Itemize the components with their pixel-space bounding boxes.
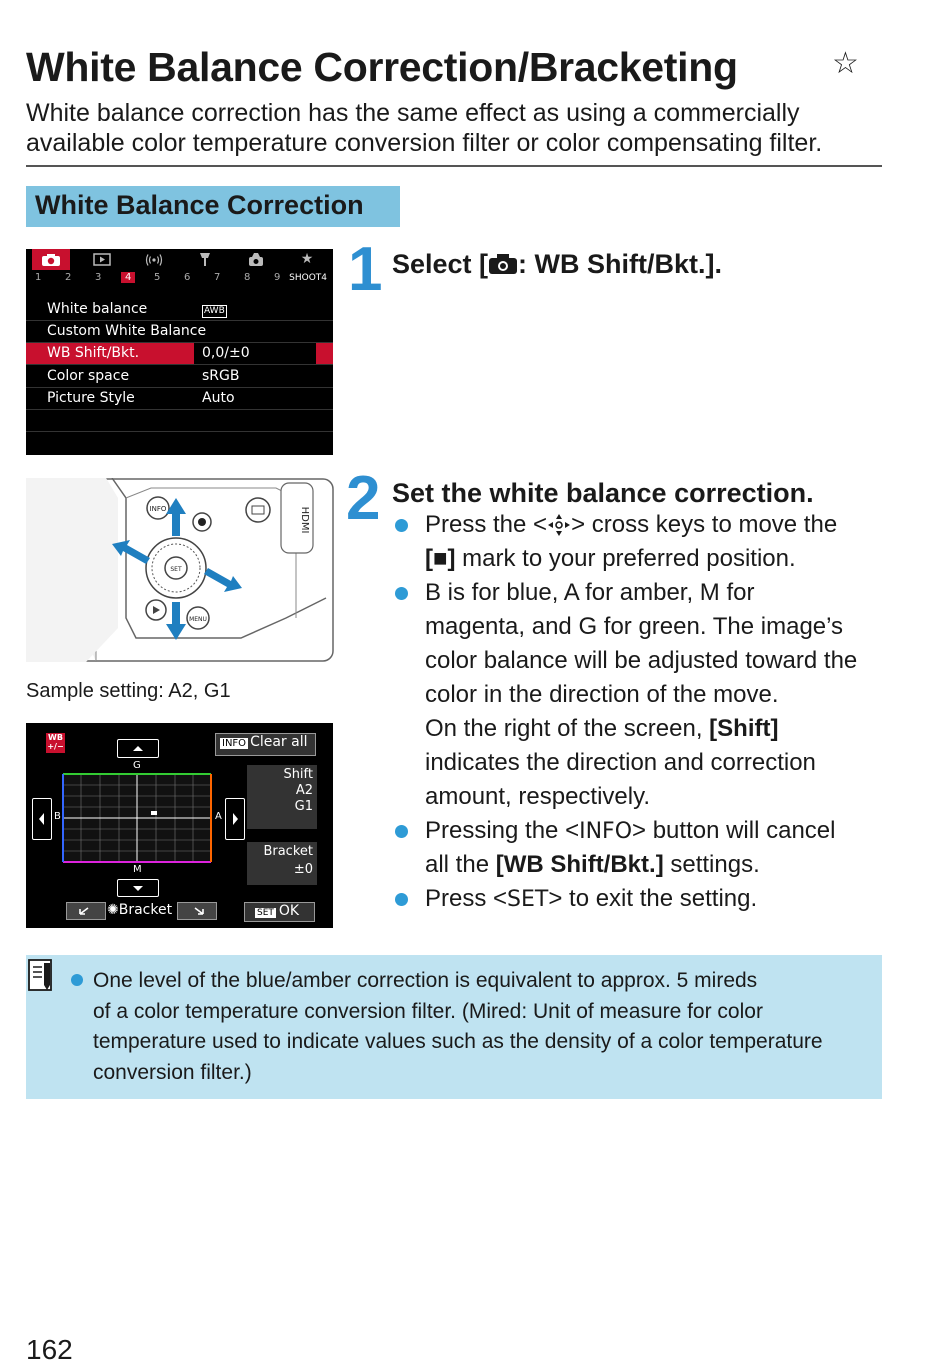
info-button-label: INFO <box>149 505 167 513</box>
bullet-dot <box>71 974 83 986</box>
wb-shift-grid <box>62 773 212 863</box>
section-heading <box>26 186 400 227</box>
menu-row-color-space <box>26 366 333 388</box>
intro-line-2: available color temperature conversion filter or color compensating filter. <box>26 129 823 157</box>
page-title: White Balance Correction/Bracketing <box>26 44 738 90</box>
bottom-bracket <box>107 902 172 918</box>
cross-keys-icon <box>547 511 571 538</box>
menu-row-picture-style <box>26 388 333 410</box>
clear-all-label: Clear all <box>250 734 308 750</box>
shift-marker <box>151 811 157 815</box>
step-2-bullet-2-line-5 <box>425 715 778 743</box>
wb-shift-term: [WB Shift/Bkt.] <box>495 851 664 878</box>
ok-label: OK <box>278 903 300 919</box>
g-label: G <box>133 760 141 771</box>
step-2-bullet-4 <box>425 885 757 913</box>
menu-row-value: sRGB <box>202 368 240 384</box>
section-title: White Balance Correction <box>35 190 364 220</box>
tab-label: SHOOT4 <box>289 273 327 283</box>
intro-line-1: White balance correction has the same effect as using a commercially <box>26 99 800 127</box>
menu-tabs <box>26 249 333 270</box>
step-2-bullet-3-line-2 <box>425 851 760 879</box>
left-key-icon <box>32 798 52 840</box>
tab-number: 2 <box>65 272 72 283</box>
step-1-heading <box>392 249 722 280</box>
set-key: SET <box>507 887 549 912</box>
awb-badge: AWB <box>204 306 225 316</box>
a-label: A <box>215 811 222 822</box>
tab-number: 3 <box>95 272 102 283</box>
b-label: B <box>54 811 61 822</box>
m-label: M <box>133 864 142 875</box>
wb-shift-screen <box>26 723 333 928</box>
bullet-text: Press < <box>425 885 508 912</box>
bullet-text: On the right of the screen, <box>425 715 710 742</box>
set-key: SET <box>257 908 274 918</box>
down-key-icon <box>117 879 159 897</box>
shift-g-value: G1 <box>294 799 313 814</box>
mark-symbol: [■] <box>425 545 456 572</box>
step-2-heading: Set the white balance correction. <box>392 478 814 508</box>
bracket-label: Bracket <box>263 844 313 859</box>
note-line-1: One level of the blue/amber correction is equivalent to approx. 5 mireds <box>93 969 758 992</box>
wb-icon: WB +/− <box>47 733 64 751</box>
star-tab-icon: ★ <box>300 251 314 267</box>
bracket-panel <box>247 842 317 885</box>
info-key: INFO <box>222 738 247 749</box>
custom-icon <box>237 249 275 270</box>
step-1-suffix: : WB Shift/Bkt.]. <box>518 249 723 279</box>
divider <box>26 165 882 167</box>
clear-all-button <box>215 733 316 756</box>
bullet-dot <box>395 587 408 600</box>
shift-term: [Shift] <box>709 715 779 742</box>
step-2-bullet-1-line-2 <box>425 545 796 573</box>
bullet-text: > cross keys to move the <box>571 511 838 538</box>
bracket-value: ±0 <box>293 862 313 877</box>
shift-label: Shift <box>283 767 313 782</box>
note-line-3: temperature used to indicate values such as the density of a color temperature <box>93 1030 823 1053</box>
menu-row-wb-shift <box>26 343 333 365</box>
tab-number: 5 <box>154 272 161 283</box>
menu-row-value: Auto <box>202 390 235 406</box>
menu-screen <box>26 249 333 455</box>
menu-row-white-balance <box>26 299 333 321</box>
bullet-dot <box>395 519 408 532</box>
ok-button <box>244 902 315 922</box>
bullet-text: > button will cancel <box>632 817 836 844</box>
note-line-2: of a color temperature conversion filter. (Mired: Unit of measure for color <box>93 1000 763 1023</box>
step-2-bullet-1-line-1 <box>425 511 837 539</box>
page-number: 162 <box>26 1334 73 1365</box>
bullet-dot <box>395 893 408 906</box>
step-2-bullet-2-line-7: amount, respectively. <box>425 783 650 810</box>
hdmi-label: HDMI <box>299 506 310 534</box>
bullet-text: Pressing the < <box>425 817 580 844</box>
step-2-bullet-2-line-1: B is for blue, A for amber, M for <box>425 579 755 606</box>
camera-back-illustration <box>26 478 334 662</box>
menu-row-label: WB Shift/Bkt. <box>47 345 140 361</box>
up-key-icon <box>117 739 159 758</box>
menu-row-value <box>202 301 227 318</box>
step-1-number: 1 <box>348 235 383 304</box>
play-icon <box>83 249 121 270</box>
step-2-number: 2 <box>346 464 381 533</box>
info-key: INFO <box>579 819 633 844</box>
right-key-icon <box>225 798 245 840</box>
tab-number: 6 <box>184 272 191 283</box>
bullet-text: Press the < <box>425 511 548 538</box>
step-2-bullet-2-line-4: color in the direction of the move. <box>425 681 779 708</box>
dial-left-icon <box>66 902 106 920</box>
step-1-prefix: Select [ <box>392 249 489 279</box>
camera-icon <box>488 249 518 279</box>
shift-panel <box>247 765 317 829</box>
menu-row-label: White balance <box>47 301 148 317</box>
menu-row-label: Picture Style <box>47 390 135 406</box>
menu-button-label: MENU <box>189 616 207 623</box>
tab-number: 1 <box>35 272 42 283</box>
wireless-icon <box>135 249 173 270</box>
bullet-text: all the <box>425 851 496 878</box>
menu-row-empty <box>26 410 333 432</box>
note-box <box>26 955 882 1099</box>
note-line-4: conversion filter.) <box>93 1061 252 1084</box>
menu-tab-numbers <box>26 270 333 288</box>
menu-row-label: Color space <box>47 368 130 384</box>
star-icon: ☆ <box>832 47 859 80</box>
step-2-bullet-2-line-2: magenta, and G for green. The image’s <box>425 613 844 640</box>
step-2-bullet-3-line-1 <box>425 817 835 845</box>
menu-row-label: Custom White Balance <box>47 323 207 339</box>
step-2-bullet-2-line-6: indicates the direction and correction <box>425 749 816 776</box>
step-2-bullet-2-line-3: color balance will be adjusted toward the <box>425 647 858 674</box>
wrench-icon <box>186 249 224 270</box>
bullet-text: settings. <box>663 851 760 878</box>
tab-number: 9 <box>274 272 281 283</box>
sample-caption: Sample setting: A2, G1 <box>26 680 231 702</box>
camera-icon <box>32 249 70 270</box>
bullet-text: > to exit the setting. <box>548 885 758 912</box>
tab-number: 8 <box>244 272 251 283</box>
tab-number: 7 <box>214 272 221 283</box>
bottom-bracket-label: Bracket <box>118 902 173 918</box>
tab-number-active: 4 <box>121 272 135 283</box>
dial-right-icon <box>177 902 217 920</box>
bullet-dot <box>395 825 408 838</box>
dial-icon: ✺ <box>107 902 119 918</box>
menu-row-value: 0,0/±0 <box>202 345 250 361</box>
menu-row-custom-wb <box>26 321 333 343</box>
bullet-text: mark to your preferred position. <box>455 545 796 572</box>
shift-a-value: A2 <box>295 783 313 798</box>
set-button-label: SET <box>170 566 182 573</box>
memo-icon <box>28 959 54 998</box>
